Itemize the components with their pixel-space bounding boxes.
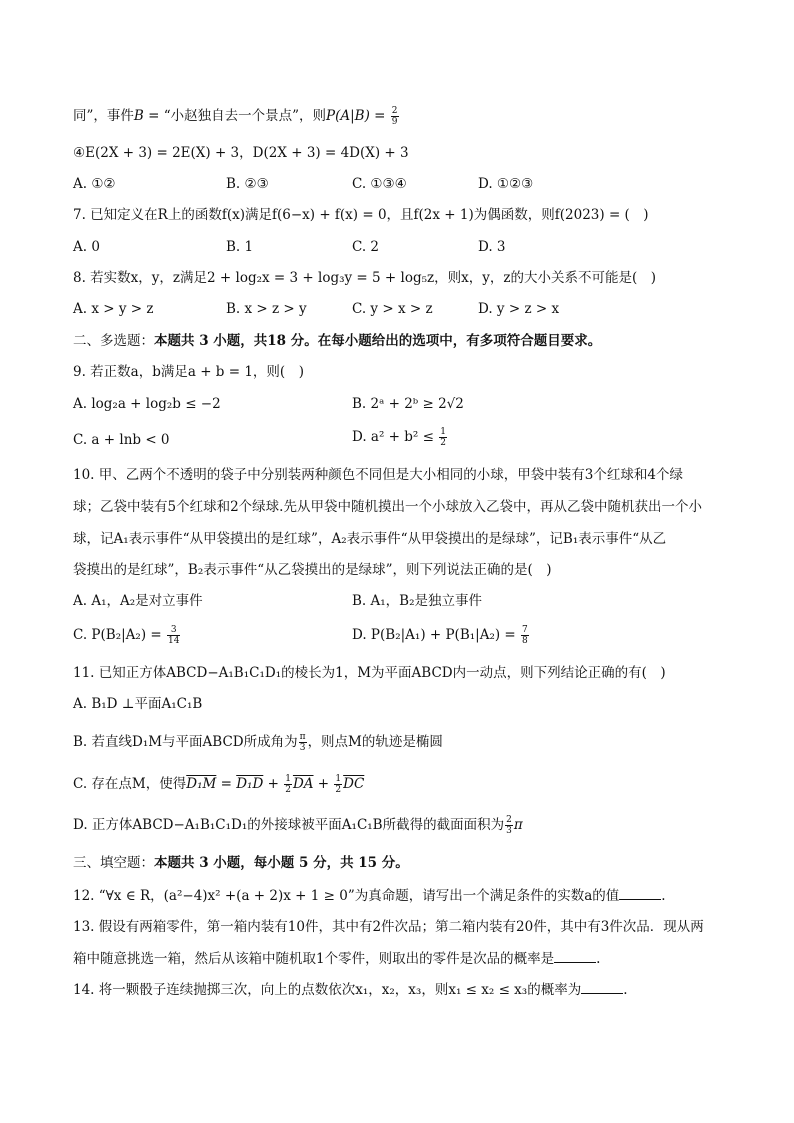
q11-option-a: A. B₁D ⊥平面A₁C₁B [73, 696, 203, 712]
q9-option-a: A. log₂a + log₂b ≤ −2 [73, 396, 221, 412]
numerator: 1 [335, 774, 342, 784]
q6-option-c: C. ①③④ [352, 176, 407, 192]
answer-blank[interactable] [554, 949, 596, 963]
vector: D₁D [236, 776, 264, 792]
q8-option-b: B. x > z > y [226, 301, 307, 317]
question-text: 箱中随意挑选一箱，然后从该箱中随机取1个零件，则取出的零件是次品的概率是 [73, 951, 555, 967]
denominator: 3 [506, 826, 512, 836]
q9-stem: 9. 若正数a，b满足a + b = 1，则( ) [73, 364, 304, 380]
q10-option-b: B. A₁，B₂是独立事件 [352, 593, 482, 609]
q7-option-a: A. 0 [73, 239, 100, 255]
section-instructions: 本题共 3 小题，共18 分。在每小题给出的选项中，有多项符合题目要求。 [154, 333, 602, 349]
denominator: 3 [299, 743, 306, 753]
q9-option-b: B. 2ᵃ + 2ᵇ ≥ 2√2 [352, 396, 464, 412]
q11-option-d [73, 815, 523, 836]
question-text: 12. “∀x ∈ R，(a²−4)x² +(a + 2)x + 1 ≥ 0”为真命题，请写出一个满足条件的实数a的值 [73, 888, 620, 904]
fraction [521, 625, 529, 646]
option-text: B. 若直线D₁M与平面ABCD所成角为 [73, 734, 298, 750]
q7-option-d: D. 3 [478, 239, 506, 255]
fraction [284, 774, 292, 795]
q11-option-c [73, 774, 364, 795]
operator: + [263, 776, 284, 792]
q13-stem-line-1: 13. 假设有两箱零件，第一箱内装有10件，其中有2件次品；第二箱内装有20件，其中有3件次品．现从两 [73, 919, 704, 935]
q10-option-c [73, 625, 181, 646]
q10-option-a: A. A₁，A₂是对立事件 [73, 593, 203, 609]
q14-stem [73, 980, 628, 999]
period: . [661, 888, 666, 904]
option-text: ，则点M的轨迹是椭圆 [307, 734, 443, 750]
section-instructions: 本题共 3 小题，每小题 5 分，共 15 分。 [154, 855, 409, 871]
q10-stem-line-3: 球，记A₁表示事件“从甲袋摸出的是红球”，A₂表示事件“从甲袋摸出的是绿球”，记B₁表示事件“从乙 [73, 531, 667, 547]
event-symbol: B [133, 108, 144, 124]
vector: D₁M [186, 776, 217, 792]
q9-option-c: C. a + lnb < 0 [73, 432, 170, 448]
section-heading-fill-in [73, 854, 409, 872]
text-fragment: = “小赵独自去一个景点”，则 [143, 108, 327, 124]
fraction [334, 774, 342, 795]
numerator: π [299, 732, 306, 742]
denominator: 8 [522, 636, 528, 646]
fraction [167, 625, 180, 646]
q7-option-c: C. 2 [352, 239, 380, 255]
denominator: 2 [335, 785, 342, 795]
q7-option-b: B. 1 [226, 239, 254, 255]
fraction [299, 732, 307, 753]
q10-stem-line-4: 袋摸出的是红球”，B₂表示事件“从乙袋摸出的是绿球”，则下列说法正确的是( ) [73, 562, 552, 578]
vector: $\overline{DA}$ [292, 776, 314, 792]
numerator: 2 [506, 815, 512, 825]
numerator: 7 [522, 625, 528, 635]
denominator: 14 [168, 636, 180, 646]
q7-stem: 7. 已知定义在R上的函数f(x)满足f(6−x) + f(x) = 0，且f(2x + 1)为偶函数，则f(2023) = ( ) [73, 207, 649, 223]
option-text: D. P(B₂|A₁) + P(B₁|A₂) = [352, 627, 516, 643]
period: . [596, 951, 601, 967]
q11-stem: 11. 已知正方体ABCD−A₁B₁C₁D₁的棱长为1，M为平面ABCD内一动点，则下列结论正确的有( ) [73, 665, 666, 681]
q6-option-a: A. ①② [73, 176, 116, 192]
fraction [391, 106, 399, 127]
operator: + [313, 776, 334, 792]
statement-4: ④E(2X + 3) = 2E(X) + 3，D(2X + 3) = 4D(X) + 3 [73, 145, 409, 161]
section-label: 二、多选题： [73, 333, 154, 349]
option-text: D. 正方体ABCD−A₁B₁C₁D₁的外接球被平面A₁C₁B所截得的截面面积为 [73, 817, 505, 833]
operator: = [216, 776, 237, 792]
continued-condition-line [73, 106, 400, 127]
numerator: 1 [440, 427, 446, 437]
q13-stem-line-2 [73, 949, 600, 968]
period: . [623, 982, 628, 998]
text-fragment: 同”，事件 [73, 108, 134, 124]
denominator: 2 [285, 785, 291, 795]
q8-option-c: C. y > x > z [352, 301, 433, 317]
denominator: 2 [440, 438, 446, 448]
answer-blank[interactable] [619, 886, 661, 900]
q6-option-b: B. ②③ [226, 176, 269, 192]
numerator: 3 [167, 625, 180, 636]
q8-stem: 8. 若实数x，y，z满足2 + log₂x = 3 + log₃y = 5 + log₅z，则x，y，z的大小关系不可能是( ) [73, 270, 656, 286]
answer-blank[interactable] [581, 980, 623, 994]
option-text: C. 存在点M，使得 [73, 776, 187, 792]
fraction [505, 815, 513, 836]
numerator: 2 [391, 106, 398, 116]
option-text: D. a² + b² ≤ [352, 429, 434, 445]
denominator: 9 [391, 117, 398, 127]
option-text: C. P(B₂|A₂) = [73, 627, 162, 643]
fraction [439, 427, 447, 448]
section-label: 三、填空题： [73, 855, 154, 871]
probability-expression: P(A|B) = [326, 108, 386, 124]
q10-stem-line-1: 10. 甲、乙两个不透明的袋子中分别装两种颜色不同但是大小相同的小球，甲袋中装有3个红球和4个绿 [73, 467, 683, 483]
q8-option-d: D. y > z > x [478, 301, 560, 317]
q10-option-d [352, 625, 530, 646]
q11-option-b [73, 732, 443, 753]
q12-stem [73, 886, 666, 905]
section-heading-multiple-choice [73, 332, 601, 350]
vector: $\overline{DC}$ [343, 776, 365, 792]
q10-stem-line-2: 球；乙袋中装有5个红球和2个绿球.先从甲袋中随机摸出一个小球放入乙袋中，再从乙袋中随机获出一个小 [73, 499, 702, 515]
q8-option-a: A. x > y > z [73, 301, 154, 317]
q6-option-d: D. ①②③ [478, 176, 534, 192]
q9-option-d [352, 427, 448, 448]
pi-symbol: π [513, 817, 523, 833]
question-text: 14. 将一颗骰子连续抛掷三次，向上的点数依次x₁，x₂，x₃，则x₁ ≤ x₂ ≤ x₃的概率为 [73, 982, 582, 998]
numerator: 1 [285, 774, 291, 784]
